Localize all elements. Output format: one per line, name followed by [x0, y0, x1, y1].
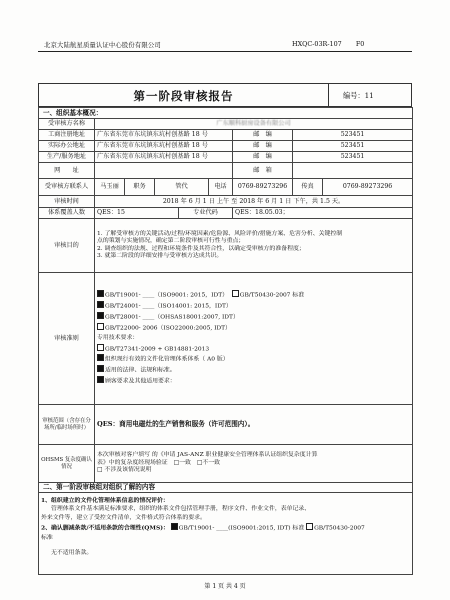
purpose-text — [95, 219, 413, 273]
email-value — [293, 163, 413, 179]
prod-postcode-value: 523451 — [293, 152, 413, 163]
office-address-label: 实际办公地址 — [39, 141, 95, 152]
item1-line-2: 外来文件等，建立了受控文件清单，文件格式符合体系的要求。 — [41, 515, 206, 522]
checked-checkbox-icon — [97, 376, 104, 383]
office-address-value: 广东省东莞市东坑镇东坑村创基路 18 号 — [95, 141, 233, 152]
ohsms-text — [95, 445, 413, 483]
company-name: 北京大陆航星质量认证中心股份有限公司 — [44, 41, 161, 49]
doc-code — [292, 40, 364, 48]
header-rule — [38, 51, 412, 52]
checked-checkbox-icon — [97, 354, 104, 361]
phone-value: 0769-89273296 — [233, 179, 293, 196]
ohsms-line-1: 本次审核对客户填写 的《申请 JAS-ANZ 职业健康安全管理体系认证组织复杂度计算 — [97, 452, 318, 459]
auditee-name: 广东顺科厨房设备有限公司 — [95, 119, 413, 130]
checked-checkbox-icon — [97, 312, 104, 319]
criteria-special-title: 专用技术要求： — [97, 335, 139, 342]
auditee-label: 受审核方名称 — [39, 119, 95, 130]
unchecked-checkbox-icon — [97, 344, 104, 351]
report-table — [38, 107, 413, 575]
phone-label: 电话 — [209, 179, 233, 196]
position-label: 职务 — [125, 179, 155, 196]
audit-time-value: 2018 年 6 月 1 日 上午 至 2018 年 6 月 1 日 下午，共 1.5 天。 — [95, 196, 413, 208]
criteria-item-27341: GB/T27341-2009 + GB14881-2013 — [97, 344, 410, 355]
prod-address-value: 广东省东莞市东坑镇东坑村创基路 18 号 — [95, 152, 233, 163]
item2-line-cont: 标准 — [41, 535, 53, 542]
ohsms-line-3: □ 不涉及该情况说明 — [97, 467, 152, 474]
item1-heading: 1、组织建立的文件化管理体系信息的情况评价： — [41, 497, 169, 504]
criteria-item-9001: GB/T19001- ____（ISO9001: 2015，IDT） GB/T50430-2007 标准 — [97, 290, 410, 301]
serial-number: 编号：11 — [328, 83, 412, 107]
purpose-label: 审核目的 — [39, 219, 95, 273]
item1-line-1: 管理体系文件基本满足标准要求，组织的体系文件包括管理手册，程序文件、作业文件，表单记录、 — [51, 506, 311, 513]
item2-line: 2、确认删减条款/不适用条款的合理性(QMS)： GB/T19001- ____(ISO9001:2015, IDT) 标准 GB/T50430-2007 — [41, 524, 365, 532]
criteria-item-customer: 顾客要求及其他适用要求： — [97, 376, 410, 387]
unchecked-checkbox-icon — [306, 523, 313, 530]
office-postcode-value: 523451 — [293, 141, 413, 152]
scope-label: 审核范围（含存在分场所/临时场所时） — [39, 405, 95, 445]
criteria-label: 审核准则 — [39, 273, 95, 405]
criteria-item-22000: GB/T22000- 2006（ISO22000:2005, IDT） — [97, 323, 410, 334]
criteria-item-14001: GB/T24001- ____（ISO14001: 2015，IDT） — [97, 301, 410, 312]
prod-postcode-label: 邮 编 — [233, 152, 293, 163]
unchecked-checkbox-icon — [97, 323, 104, 330]
purpose-line-4: 3. 就第二阶段的详细安排与受审核方达成共识。 — [97, 252, 223, 259]
criteria-item-28001: GB/T28001- ____（OHSAS18001:2007, IDT） — [97, 312, 410, 323]
reg-address-label: 工商注册地址 — [39, 130, 95, 141]
page-number: 第 1 页 共 4 页 — [204, 583, 246, 590]
purpose-line-1: 1. 了解受审核方的关键活动/过程/环境因素/危险源、风险评价/措施方案、危害分析、关键控制 — [97, 230, 343, 237]
section2-body — [39, 493, 413, 575]
checked-checkbox-icon — [97, 301, 104, 308]
scope-value: QES：商用电磁灶的生产销售和服务（许可范围内）。 — [95, 405, 413, 445]
checked-checkbox-icon — [97, 290, 104, 297]
doc-code-number: HXQC-03R-107 — [292, 40, 342, 48]
website-value — [95, 163, 233, 179]
specialty-label: 专业代码 — [179, 208, 233, 219]
email-label: 邮 箱 — [233, 163, 293, 179]
section1-heading: 一、组织基本概况： — [39, 108, 413, 119]
section2-heading: 二、第一阶段审核组对组织了解的内容 — [39, 483, 413, 493]
office-postcode-label: 邮 编 — [233, 141, 293, 152]
criteria-item-docs: 组织现行有效的文件化管理体系体系（ A0 版） — [97, 354, 410, 365]
unchecked-checkbox-icon — [232, 290, 239, 297]
prod-address-label: 生产/服务地址 — [39, 152, 95, 163]
reg-postcode-label: 邮 编 — [233, 130, 293, 141]
checked-checkbox-icon — [171, 523, 178, 530]
fax-value: 0769-89273296 — [323, 179, 413, 196]
item2-note: 无不适用条款。 — [51, 550, 93, 557]
contact-label: 受审核方联系人 — [39, 179, 95, 196]
website-label: 网 址 — [39, 163, 95, 179]
audit-time-label: 审核时间 — [39, 196, 95, 208]
specialty-value: QES：18.05.03； — [233, 208, 413, 219]
headcount-value: QES：15 — [95, 208, 179, 219]
purpose-line-3: 2. 调查组织的法规、过程和环境条件及其符合性，以确定受审核方的准备程度； — [97, 245, 305, 252]
criteria-item-laws: 适用的法律、法规和标准。 — [97, 365, 410, 376]
doc-version: F0 — [355, 40, 365, 48]
headcount-label: 体系覆盖人数 — [39, 208, 95, 219]
reg-postcode-value: 523451 — [293, 130, 413, 141]
criteria-list — [95, 273, 413, 405]
reg-address-value: 广东省东莞市东坑镇东坑村创基路 18 号 — [95, 130, 233, 141]
purpose-line-2: 点的策划与实施情况，确定第二阶段审核可行性与重点； — [97, 238, 245, 245]
report-title: 第一阶段审核报告 — [38, 83, 328, 107]
fax-label: 传真 — [293, 179, 323, 196]
contact-name: 马玉丽 — [95, 179, 125, 196]
position-value: 管代 — [155, 179, 209, 196]
ohsms-line-2: 表》中的复杂度经现场验证 □一致 □不一致 — [97, 459, 221, 466]
ohsms-label: OHSMS 复杂度确认情况 — [39, 445, 95, 483]
checked-checkbox-icon — [97, 365, 104, 372]
